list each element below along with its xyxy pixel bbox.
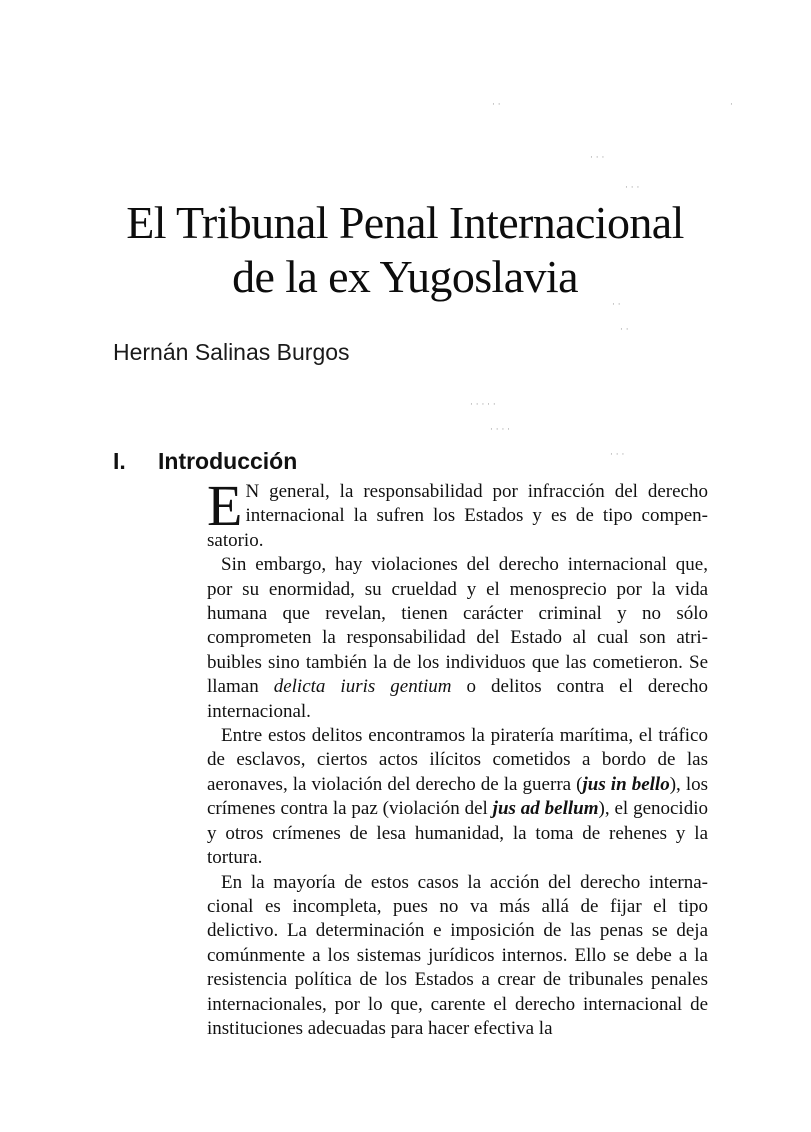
scan-speck: · · · · xyxy=(490,425,511,435)
paragraph-3-italic-1: jus in bello xyxy=(582,773,670,795)
scan-speck: · · xyxy=(612,300,621,310)
paragraph-2 xyxy=(207,553,708,724)
paragraph-2-italic: delicta iuris gentium xyxy=(273,676,452,698)
article-title xyxy=(100,196,710,304)
title-line-2: de la ex Yugoslavia xyxy=(232,251,578,302)
drop-cap: E xyxy=(207,473,243,538)
paragraph-3 xyxy=(207,724,708,870)
scan-speck: · · xyxy=(620,325,629,335)
paragraph-3-text-a: Entre estos delitos encontramos la piratería marítima, el tráfico de esclavos, ciertos actos ilícitos cometidos a bordo de las aeronaves, la violación del derecho de la guerra ( xyxy=(207,725,708,795)
paragraph-4: En la mayoría de estos casos la acción del derecho internacional es incompleta, pues no va más allá de fijar el tipo delictivo. La determinación e imposición de las penas se deja comúnmente a los sistemas jurídicos internos. Ello se debe a la resistencia política de los Estados a crear de tribunales penales internacionales, por lo que, carente el derecho internacional de instituciones adecuadas para hacer efectiva la xyxy=(207,871,708,1039)
scan-speck: · · · xyxy=(590,153,605,163)
scan-speck: · · xyxy=(492,100,501,110)
paragraph-2-text-b: o delitos contra el derecho internacional. xyxy=(207,676,709,722)
scan-speck: · · · xyxy=(625,183,640,193)
paragraph-1 xyxy=(207,473,708,553)
scan-speck: · · · xyxy=(610,450,625,460)
section-heading xyxy=(113,447,297,475)
section-title: Introducción xyxy=(158,448,298,474)
paragraph-2-text-a: Sin embargo, hay violaciones del derecho internacional que, por su enormidad, su crueldad y el menosprecio por la vida humana que revelan, tienen carácter criminal y no sólo comprometen la responsabilidad del Estado al cual son atribuibles sino también la de los individuos que las cometieron. Se llaman xyxy=(207,554,708,698)
paragraph-1-text: N general, la responsabilidad por infracción del derecho internacional la sufren los Estados y es de tipo compensatorio. xyxy=(207,481,708,551)
body-text xyxy=(207,473,709,1041)
paragraph-3-text-b: ), los crímenes contra la paz (violación del xyxy=(207,773,709,820)
author-name: Hernán Salinas Burgos xyxy=(113,339,350,365)
scan-speck: · · · · · xyxy=(470,400,496,410)
section-number: I. xyxy=(113,448,126,474)
paragraph-3-italic-2: jus ad bellum xyxy=(492,798,599,820)
paragraph-3-text-c: ), el genocidio y otros crímenes de lesa humanidad, la toma de rehenes y la tortura. xyxy=(207,798,708,869)
scan-speck: · xyxy=(730,100,733,110)
title-line-1: El Tribunal Penal Internacional xyxy=(126,197,684,248)
